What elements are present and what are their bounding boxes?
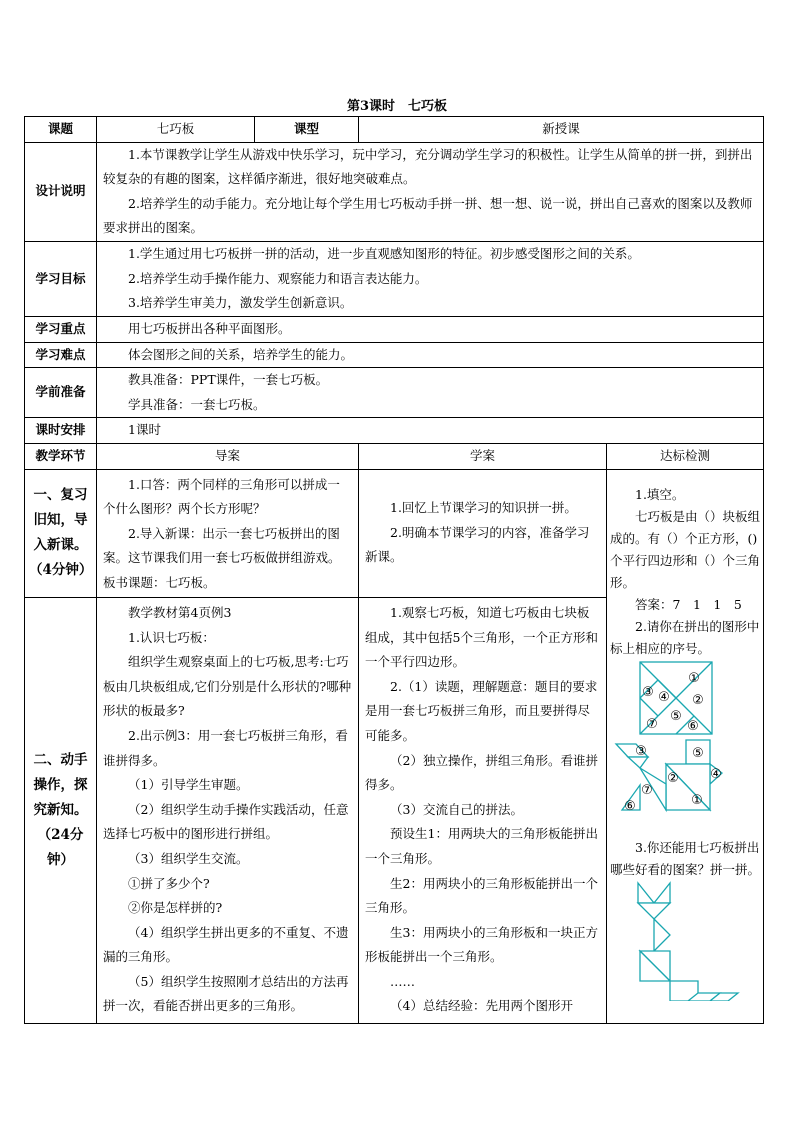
prep-row [25, 368, 764, 418]
label-7: ⑦ [646, 717, 658, 733]
stage2-guide [97, 597, 359, 1023]
difficulty-text: 体会图形之间的关系，培养学生的能力。 [128, 346, 354, 362]
guide-para: 2.出示例3：用一套七巧板拼三角形，看谁拼得多。 [103, 727, 348, 768]
label-7: ⑦ [641, 783, 653, 799]
study-para: 2.（1）读题，理解题意：题目的要求是用一套七巧板拼三角形，而且要拼得尽可能多。 [365, 678, 598, 743]
guide-para: 1.认识七巧板： [128, 629, 215, 645]
goals-label: 学习目标 [25, 241, 97, 316]
design-label: 设计说明 [25, 142, 97, 241]
goal-item: 3.培养学生审美力，激发学生创新意识。 [128, 295, 353, 311]
design-p1: 1.本节课教学让学生从游戏中快乐学习，玩中学习，充分调动学生学习的积极性。让学生从简单的拼一拼，到拼出较复杂的有趣的图案，这样循序渐进，很好地突破难点。 [103, 146, 753, 187]
study-para: …… [390, 973, 415, 989]
study-para: （4）总结经验：先用两个图形开 [390, 998, 573, 1014]
label-3: ③ [635, 744, 647, 760]
label-6: ⑥ [687, 719, 699, 735]
guide-para: 教学教材第4页例3 [128, 604, 232, 620]
topic-value: 七巧板 [97, 117, 255, 143]
col-guide: 导案 [97, 443, 359, 469]
guide-para: （2）组织学生动手操作实践活动，任意选择七巧板中的图形进行拼组。 [103, 801, 349, 842]
schedule-row [25, 418, 764, 444]
goal-item: 1.学生通过用七巧板拼一拼的活动，进一步直观感知图形的特征。初步感受图形之间的关系。 [128, 246, 640, 262]
label-3: ③ [642, 685, 654, 701]
stage2-study [359, 597, 607, 1023]
col-stage: 教学环节 [25, 443, 97, 469]
goals-content [97, 241, 764, 316]
tangram-figures [610, 660, 760, 828]
design-row [25, 142, 764, 241]
goal-item: 2.培养学生动手操作能力、观察能力和语言表达能力。 [128, 270, 428, 286]
study-para: 2.明确本节课学习的内容，准备学习新课。 [365, 524, 590, 565]
lesson-plan-table [24, 116, 764, 1024]
stage1-study [359, 469, 607, 597]
column-header-row [25, 443, 764, 469]
label-5: ⑤ [692, 746, 704, 762]
guide-para: 2.导入新课：出示一套七巧板拼出的图案。这节课我们用一套七巧板做拼组游戏。板书课题：七巧板。 [103, 525, 341, 590]
label-2: ② [667, 771, 679, 787]
label-2: ② [692, 693, 704, 709]
label-4: ④ [710, 767, 722, 783]
goals-row [25, 241, 764, 316]
guide-para: 组织学生观察桌面上的七巧板,思考:七巧板由几块板组成,它们分别是什么形状的?哪种形状的板最多? [103, 654, 352, 719]
design-content [97, 142, 764, 241]
q3-text: 3.你还能用七巧板拼出哪些好看的图案？拼一拼。 [610, 840, 761, 878]
q1-title: 1.填空。 [635, 487, 685, 503]
q1-text: 七巧板是由（）块板组成的。有（）个正方形，()个平行四边形和（）个三角形。 [610, 509, 761, 591]
type-label: 课型 [255, 117, 359, 143]
q1-answer: 答案：7 1 1 5 [635, 597, 742, 613]
label-6: ⑥ [624, 799, 636, 815]
label-5: ⑤ [670, 709, 682, 725]
check-column [607, 469, 764, 1023]
guide-para: （1）引导学生审题。 [128, 777, 249, 793]
study-para: 生2：用两块小的三角形板能拼出一个三角形。 [365, 875, 598, 916]
col-study: 学案 [359, 443, 607, 469]
study-para: 生3：用两块小的三角形板和一块正方形板能拼出一个三角形。 [365, 924, 598, 965]
prep-content [97, 368, 764, 418]
guide-para: ②你是怎样拼的? [128, 900, 223, 916]
prep-item: 学具准备：一套七巧板。 [128, 396, 266, 412]
study-para: （2）独立操作，拼组三角形。看谁拼得多。 [365, 752, 598, 793]
design-p2: 2.培养学生的动手能力。充分地让每个学生用七巧板动手拼一拼、想一想、说一说，拼出自己喜欢的图案以及教师要求拼出的图案。 [103, 195, 753, 236]
label-4: ④ [658, 690, 670, 706]
difficulty-label: 学习难点 [25, 342, 97, 368]
prep-item: 教具准备：PPT课件，一套七巧板。 [128, 372, 329, 388]
schedule-label: 课时安排 [25, 418, 97, 444]
guide-para: （3）组织学生交流。 [128, 850, 249, 866]
prep-label: 学前准备 [25, 368, 97, 418]
guide-para: 1.口答：两个同样的三角形可以拼成一个什么图形？两个长方形呢？ [103, 476, 340, 517]
schedule-text: 1课时 [128, 422, 161, 438]
study-para: （3）交流自己的拼法。 [390, 801, 523, 817]
tangram-cat-figure [610, 881, 760, 1001]
key-label: 学习重点 [25, 316, 97, 342]
guide-para: （4）组织学生拼出更多的不重复、不遗漏的三角形。 [103, 924, 349, 965]
topic-label: 课题 [25, 117, 97, 143]
key-row [25, 316, 764, 342]
type-value: 新授课 [359, 117, 764, 143]
col-check: 达标检测 [607, 443, 764, 469]
difficulty-row [25, 342, 764, 368]
label-1: ① [691, 793, 703, 809]
study-para: 预设生1：用两块大的三角形板能拼出一个三角形。 [365, 826, 598, 866]
key-text: 用七巧板拼出各种平面图形。 [128, 320, 291, 336]
study-para: 1.观察七巧板，知道七巧板由七块板组成，其中包括5个三角形，一个正方形和一个平行四边形。 [365, 604, 598, 670]
q2-text: 2.请你在拼出的图形中标上相应的序号。 [610, 619, 760, 657]
label-1: ① [688, 671, 700, 687]
stage1-name: 一、复习旧知，导入新课。（4分钟） [29, 487, 93, 579]
guide-para: ①拼了多少个? [128, 875, 210, 891]
stage1-row [25, 469, 764, 597]
header-row [25, 117, 764, 143]
page-title: 第3课时 七巧板 [346, 99, 448, 114]
stage1-guide [97, 469, 359, 597]
guide-para: （5）组织学生按照刚才总结出的方法再拼一次，看能否拼出更多的三角形。 [103, 973, 349, 1014]
stage2-name: 二、动手操作，探究新知。（24分钟） [33, 751, 88, 868]
study-para: 1.回忆上节课学习的知识拼一拼。 [390, 500, 577, 516]
